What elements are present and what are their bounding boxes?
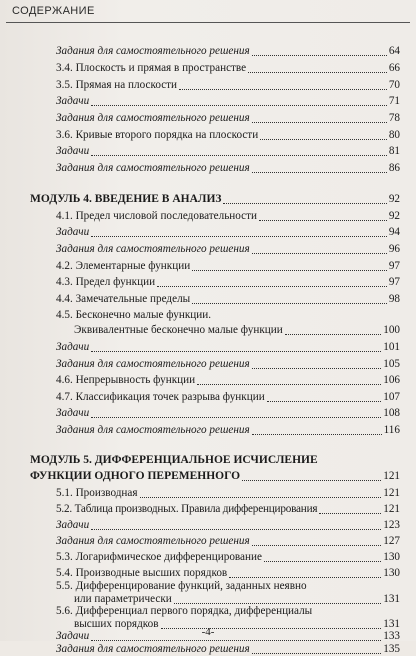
toc-entry-page: 97 (388, 260, 400, 272)
toc-entry-text: Задания для самостоятельного решения (56, 424, 250, 436)
page-number: -4- (201, 626, 215, 638)
toc-leader (192, 270, 387, 271)
toc-entry-text: Задания для самостоятельного решения (56, 642, 250, 655)
toc-leader (259, 220, 387, 221)
toc-entry-text: 5.1. Производная (56, 487, 138, 499)
toc-leader (91, 529, 381, 530)
toc-entry (56, 129, 400, 142)
toc-leader (229, 577, 381, 578)
toc-entry (56, 145, 400, 158)
toc-entry-page: 71 (388, 95, 400, 107)
toc-entry-text: Задачи (56, 519, 90, 531)
toc-leader (174, 603, 381, 604)
toc-leader (252, 172, 387, 173)
toc-entry-page: 80 (388, 129, 400, 141)
toc-leader (91, 155, 387, 156)
toc-entry-page: 92 (388, 193, 400, 205)
toc-entry (56, 62, 400, 75)
toc-leader (319, 513, 381, 514)
toc-leader (140, 497, 382, 498)
toc-entry (56, 79, 400, 92)
toc-entry (56, 341, 400, 354)
toc-entry (56, 407, 400, 420)
toc-entry-text: 4.1. Предел числовой последовательности (56, 210, 258, 222)
toc-entry-text: 3.4. Плоскость и прямая в пространстве (56, 62, 247, 74)
toc-entry-page: 70 (388, 79, 400, 91)
toc-leader (285, 334, 381, 335)
toc-entry-page: 98 (388, 293, 400, 305)
toc-entry-page: 107 (383, 391, 400, 403)
toc-entry-text: Задачи (56, 407, 90, 419)
toc-leader (223, 203, 386, 204)
toc-entry-text: Задачи (56, 145, 90, 157)
toc-entry-page: 121 (383, 470, 400, 482)
toc-entry (56, 374, 400, 387)
toc-entry (56, 551, 400, 564)
toc-entry-text: Задачи (56, 95, 90, 107)
toc-entry-text: 5.5. Дифференцирование функций, заданных неявно (56, 580, 307, 592)
toc-entry-page: 66 (388, 62, 400, 74)
toc-entry (56, 643, 400, 656)
toc-entry-page: 133 (383, 630, 400, 642)
toc-entry (56, 276, 400, 289)
toc-entry-page: 131 (383, 592, 400, 605)
toc-entry-text: 3.5. Прямая на плоскости (56, 79, 178, 91)
toc-leader (242, 480, 381, 481)
toc-entry-page: 121 (383, 503, 400, 515)
toc-entry-text: 4.4. Замечательные пределы (56, 293, 191, 305)
toc-leader (192, 303, 387, 304)
toc-entry-page: 106 (383, 374, 400, 386)
toc-entry-text: ФУНКЦИИ ОДНОГО ПЕРЕМЕННОГО (30, 470, 241, 482)
toc-entry-page: 116 (383, 424, 400, 436)
toc-entry (56, 226, 400, 239)
toc-entry-text: Задания для самостоятельного решения (56, 162, 250, 174)
toc-entry-text: 4.2. Элементарные функции (56, 260, 191, 272)
toc-entry-text: Задания для самостоятельного решения (56, 243, 250, 255)
toc-entry (56, 605, 400, 618)
toc-leader (252, 55, 387, 56)
toc-entry-text: 3.6. Кривые второго порядка на плоскости (56, 129, 259, 141)
toc-leader (91, 417, 381, 418)
toc-leader (252, 368, 382, 369)
toc-leader (252, 122, 387, 123)
toc-module-heading (30, 454, 400, 467)
toc-leader (197, 384, 381, 385)
toc-entry-text: Эквивалентные бесконечно малые функции (74, 324, 283, 336)
toc-entry (56, 535, 400, 548)
toc-leader (264, 561, 381, 562)
toc-entry-text: или параметрически (74, 592, 172, 605)
toc-entry-page: 108 (383, 407, 400, 419)
toc-entry (56, 95, 400, 108)
toc-entry (56, 487, 400, 500)
toc-entry (56, 309, 400, 322)
toc-entry-text: Задачи (56, 341, 90, 353)
toc-entry-page: 94 (388, 226, 400, 238)
toc-leader (267, 401, 382, 402)
toc-entry (56, 567, 400, 580)
toc-entry-text: 5.6. Дифференциал первого порядка, дифференциалы (56, 605, 313, 617)
toc-entry-continuation (74, 324, 400, 337)
toc-entry-page: 97 (388, 276, 400, 288)
toc-entry-page: 135 (383, 642, 400, 655)
toc-entry (56, 112, 400, 125)
toc-leader (252, 434, 382, 435)
toc-entry-page: 121 (383, 487, 400, 499)
toc-leader (252, 653, 382, 654)
toc-entry-page: 81 (388, 145, 400, 157)
toc-entry-text: Задания для самостоятельного решения (56, 358, 250, 370)
toc-entry-text: Задания для самостоятельного решения (56, 535, 250, 547)
toc-module-heading (30, 193, 400, 206)
toc-entry-text: Задачи (56, 630, 90, 642)
toc-entry-text: 4.7. Классификация точек разрыва функции (56, 391, 265, 403)
toc-leader (179, 89, 387, 90)
toc-entry (56, 293, 400, 306)
toc-entry-text: Задачи (56, 226, 90, 238)
toc-entry-continuation (74, 593, 400, 606)
toc-module-heading-continuation (30, 470, 400, 483)
toc-entry (56, 580, 400, 593)
toc-entry-page: 123 (383, 519, 400, 531)
toc-leader (248, 72, 387, 73)
toc-leader (91, 105, 387, 106)
toc-entry-page: 130 (383, 551, 400, 563)
toc-entry-text: 4.5. Бесконечно малые функции. (56, 309, 212, 321)
toc-entry-page: 127 (383, 535, 400, 547)
toc-entry (56, 358, 400, 371)
toc-entry-page: 86 (388, 162, 400, 174)
toc-leader (252, 253, 387, 254)
toc-leader (157, 286, 387, 287)
toc-entry (56, 391, 400, 404)
toc-entry (56, 519, 400, 532)
toc-entry-page: 131 (383, 617, 400, 630)
toc-leader (252, 545, 382, 546)
toc-entry-page: 105 (383, 358, 400, 370)
toc-entry-page: 78 (388, 112, 400, 124)
toc-entry (56, 210, 400, 223)
toc-entry-text: Задания для самостоятельного решения (56, 45, 250, 57)
toc-entry-page: 130 (383, 567, 400, 579)
toc-entry (56, 162, 400, 175)
toc-entry-page: 100 (383, 324, 400, 336)
toc-leader (91, 236, 387, 237)
toc-entry-text: Задания для самостоятельного решения (56, 112, 250, 124)
toc-entry-text: 4.6. Непрерывность функции (56, 374, 196, 386)
toc-entry-text: 5.4. Производные высших порядков (56, 567, 228, 579)
toc-entry-text: 5.3. Логарифмическое дифференцирование (56, 551, 262, 563)
toc-entry-page: 101 (383, 341, 400, 353)
toc-entry (56, 503, 400, 516)
toc-leader (91, 351, 381, 352)
toc-entry (56, 424, 400, 437)
toc-entry (56, 260, 400, 273)
toc-entry (56, 45, 400, 58)
toc-leader (260, 139, 387, 140)
toc-entry (56, 243, 400, 256)
toc-entry-text: МОДУЛЬ 4. ВВЕДЕНИЕ В АНАЛИЗ (30, 193, 222, 205)
toc-entry-page: 92 (388, 210, 400, 222)
toc-entry-text: 5.2. Таблица производных. Правила дифференцирования (56, 503, 318, 515)
toc-entry-page: 96 (388, 243, 400, 255)
header-title: СОДЕРЖАНИЕ (12, 5, 95, 17)
toc-entry-text: высших порядков (74, 617, 159, 630)
toc-entry-text: МОДУЛЬ 5. ДИФФЕРЕНЦИАЛЬНОЕ ИСЧИСЛЕНИЕ (30, 454, 318, 466)
toc-entry-text: 4.3. Предел функции (56, 276, 156, 288)
page-header (6, 2, 410, 23)
toc-entry-page: 64 (388, 45, 400, 57)
